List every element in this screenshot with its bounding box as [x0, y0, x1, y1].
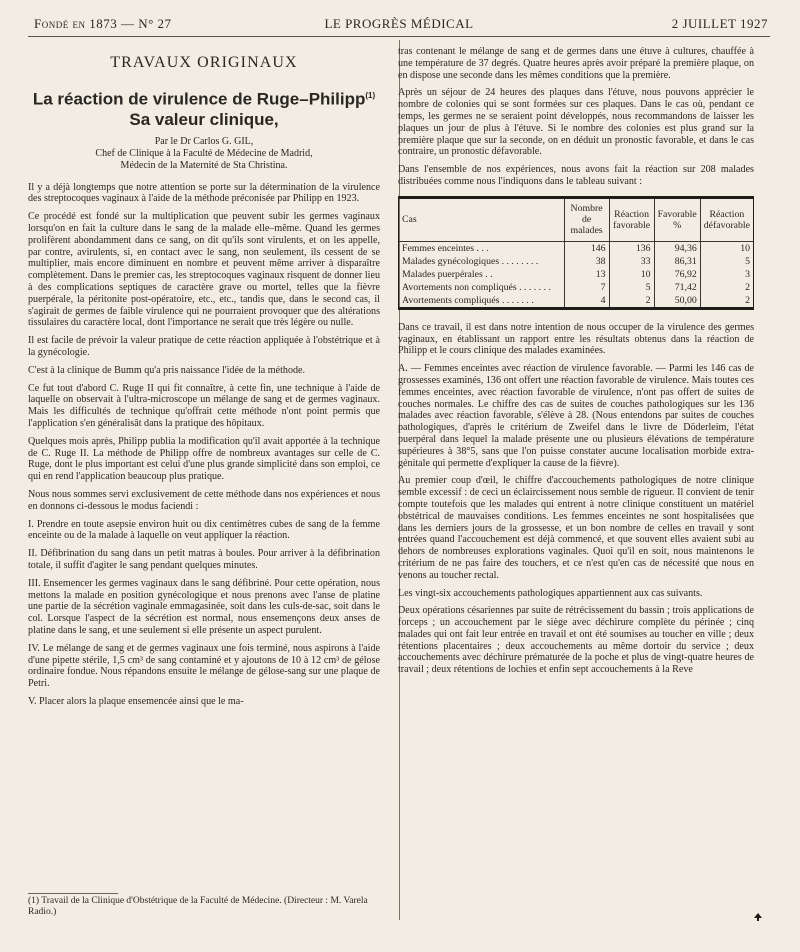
table-cell: 7 — [564, 281, 609, 294]
header-founded: Fondé en 1873 — N° 27 — [34, 16, 172, 31]
table-cell: Avortements non compliqués . . . . . . . — [402, 281, 551, 293]
right-column — [398, 46, 754, 682]
procedure-step: II. Défibrination du sang dans un petit matras à boules. Pour arriver à la défibrination totale, il suffit d'agiter le sang pendant quelques minutes. — [28, 548, 380, 571]
table-cell: Femmes enceintes . . . — [402, 242, 489, 254]
header-date: 2 JUILLET 1927 — [671, 16, 768, 31]
table-header: Nombre de malades — [564, 199, 609, 242]
body-paragraph: Après un séjour de 24 heures des plaques dans l'étuve, nous pouvons apprécier le nombre de colonies qui se sont formées sur ces plaques. Dans le cas où, pendant ce temps, les germes ne se seraient point développés, nous recommandons de laisser les plaques un jour de plus à l'étuve. Si le nombre des colonies est plus grand sur la première plaque que sur la seconde, on en déduit un pronostic favorable, et dans le cas contraire, un pronostic défavorable. — [398, 87, 754, 158]
procedure-step: V. Placer alors la plaque ensemencée ainsi que le ma- — [28, 695, 244, 707]
footnote-divider — [28, 893, 118, 894]
article-title-line2: Sa valeur clinique, — [129, 109, 279, 129]
article-title — [28, 86, 380, 130]
table-cell: 4 — [564, 294, 609, 307]
results-table — [398, 196, 754, 310]
left-column — [28, 46, 380, 714]
table-cell: 33 — [609, 255, 654, 268]
byline-author: Par le Dr Carlos G. GIL, — [154, 135, 254, 147]
body-paragraph: tras contenant le mélange de sang et de germes dans une étuve à cultures, chauffée à une température de 37 degrés. Quatre heures après avoir préparé la première plaque, on en dispose une seconde dans les mêmes conditions que la première. — [398, 46, 754, 81]
procedure-step: III. Ensemencer les germes vaginaux dans le sang défibriné. Pour cette opération, nous mettons la malade en position gynécologique et nous prenons avec l'anse de platine une partie de la sécrétion vaginale emmagasinée, soit dans les culs-de-sac, soit dans le col. Lorsque l'aspect de la sécrétion est normal, nous ensemençons deux anses de platine dans le sang, et une seulement si elle présente un aspect purulent. — [28, 577, 380, 636]
table-cell: 50,00 — [654, 294, 700, 307]
body-paragraph: Quelques mois après, Philipp publia la modification qu'il avait apportée à la technique de C. Ruge II. La méthode de Philipp offre de nombreux avantages sur celle de C. Ruge, dont le plus important est celui d'une plus grande simplicité dans son emploi, ce qui en rend l'application beaucoup plus pratique. — [28, 435, 380, 483]
body-paragraph: Au premier coup d'œil, le chiffre d'accouchements pathologiques de notre clinique semble excessif : de ceci un éclaircissement nous semble de rigueur. Il convient de tenir compte toutefois que les malades qui entrent à notre clinique constituent un matériel obstétrical de mauvaises conditions. Les femmes enceintes ne sont hospitalisées que dans les derniers jours de la grossesse, et un bon nombre de celles en travail y sont entrées quand l'accouchement est déjà commencé, et que souvent elles avaient subi au dehors de nombreuses explorations vaginales. Quoi qu'il en soit, nous maintenons le critérium de ne pas faire des touchers, et ce n'est qu'en cas de nécessité que nous en venons au toucher rectal. — [398, 475, 754, 581]
table-cell: 13 — [564, 268, 609, 281]
table-cell: 5 — [609, 281, 654, 294]
table-header: Réaction favorable — [609, 199, 654, 242]
table-header: Favorable % — [654, 199, 700, 242]
table-cell: 71,42 — [654, 281, 700, 294]
page-header — [28, 14, 770, 37]
table-row — [399, 241, 753, 255]
table-cell: 5 — [700, 255, 753, 268]
article-title-line1: La réaction de virulence de Ruge–Philipp — [32, 89, 366, 109]
table-cell: 38 — [564, 255, 609, 268]
table-cell: 86,31 — [654, 255, 700, 268]
table-row — [399, 268, 753, 281]
byline-role-1: Chef de Clinique à la Faculté de Médecine de Madrid, — [95, 147, 313, 159]
table-header: Cas — [399, 199, 564, 242]
section-title: TRAVAUX ORIGINAUX — [110, 54, 298, 71]
body-paragraph: C'est à la clinique de Bumm qu'a pris naissance l'idée de la méthode. — [28, 364, 306, 376]
table-row — [399, 255, 753, 268]
procedure-step: IV. Le mélange de sang et de germes vaginaux une fois terminé, nous aspirons à l'aide d'une pipette stérile, 1,5 cm³ de sang contaminé et y ajoutons de 10 à 12 cm³ de gélose ordinaire fondue. Nous répandons ensuite le mélange de gélose-sang sur une plaque de Petri. — [28, 642, 380, 690]
table-cell: 136 — [609, 241, 654, 255]
body-paragraph: Les vingt-six accouchements pathologiques appartiennent aux cas suivants. — [398, 587, 703, 599]
table-cell: Malades gynécologiques . . . . . . . . — [402, 255, 539, 267]
table-cell: 3 — [700, 268, 753, 281]
byline-role-2: Médecin de la Maternité de Sta Christina. — [120, 159, 288, 171]
body-paragraph: Ce procédé est fondé sur la multiplication que peuvent subir les germes vaginaux lorsqu'on en fait la culture dans le sang de la malade elle–même. Quand les germes prolifèrent abondamment dans ce sang, on dit qu'ils sont virulents, et on les appelle, par contre, avirulents, si, en contact avec le sang, non seulement, ils cessent de se multiplier, mais encore diminuent en nombre et peuvent même arriver à disparaître complètement. Dans le premier cas, les streptocoques vaginaux risquent de donner lieu à des complications septiques de caractère grave ou mortel, telles que la fièvre puerpérale, la péritonite post-opératoire, etc., etc., tandis que, dans le second cas, il s'agirait de germes de faible virulence qui ne pourraient provoquer que des altérations tissulaires du caractère local, dont l'importance ne serait que très légère ou nulle. — [28, 211, 380, 329]
table-row — [399, 281, 753, 294]
table-cell: 2 — [609, 294, 654, 307]
byline — [28, 136, 380, 172]
table-cell: Avortements compliqués . . . . . . . — [402, 294, 534, 306]
table-cell: 2 — [700, 294, 753, 307]
continued-arrow-icon — [753, 912, 763, 922]
table-cell: 146 — [564, 241, 609, 255]
table-cell: 2 — [700, 281, 753, 294]
body-paragraph: A. — Femmes enceintes avec réaction de virulence favorable. — Parmi les 146 cas de grossesses examinés, 136 ont offert une réaction favorable de virulence. Mais toutes ces femmes enceintes, avec réaction favorable de virulence, n'ont pas offert de suites de couches normales. Le chiffre des cas de suites de couches pathologiques sur les 136 malades avec réaction favorable, s'élève à 28. (Nous entendons par suites de couches pathologiques, d'après le critérium de Zweifel dans le livre de Döderleim, l'état puerpéral dans lequel la malade présente une ou plusieurs élévations de température supérieures à 38°5, sans que l'on puisse constater aucune localisation morbide extra-génitale qui permette d'expliquer la cause de la fièvre). — [398, 363, 754, 469]
table-cell: 94,36 — [654, 241, 700, 255]
body-paragraph: Deux opérations césariennes par suite de rétrécissement du bassin ; trois applications de forceps ; un accouchement par le siège avec déchirure complète du périnée ; cinq malades qui ont fait leur entrée en travail et ont été soumises au toucher en ville ; deux rétentions placentaires ; deux accouchements au même dortoir du service ; deux accouchements avec déchirure prématurée de la poche et plus de vingt-quatre heures de travail ; deux rétentions de lochies et enfin sept accouchements à la Reve — [398, 605, 754, 676]
body-paragraph: Dans ce travail, il est dans notre intention de nous occuper de la virulence des germes vaginaux, en établissant un rapport entre les résultats obtenus dans la réaction de Philipp et le cours clinique des malades examinées. — [398, 321, 754, 357]
table-cell: 76,92 — [654, 268, 700, 281]
footnote: (1) Travail de la Clinique d'Obstétrique de la Faculté de Médecine. (Directeur : M. Varela Radio.) — [28, 896, 368, 917]
procedure-step: I. Prendre en toute asepsie environ huit ou dix centimètres cubes de sang de la femme enceinte ou de la malade à laquelle on veut appliquer la réaction. — [28, 518, 380, 542]
body-paragraph: Il y a déjà longtemps que notre attention se porte sur la détermination de la virulence des streptocoques vaginaux à l'aide de la méthode préconisée par Philipp en 1923. — [28, 181, 380, 205]
article-title-note: (1) — [365, 91, 376, 100]
body-paragraph: Nous nous sommes servi exclusivement de cette méthode dans nos expériences et nous en donnons ci-dessous le modus faciendi : — [28, 488, 380, 512]
table-cell: Malades puerpérales . . — [402, 268, 493, 280]
table-header: Réaction défavorable — [700, 199, 753, 242]
body-paragraph: Ce fut tout d'abord C. Ruge II qui fit connaître, à cette fin, une technique à l'aide de laquelle on observait à l'ultra-microscope un mélange de sang et de germes vaginaux. Mais les difficultés de technique qu'offrait cette méthode n'ont point permis que l'application s'en généralisât dans la pratique des hôpitaux. — [28, 382, 380, 429]
table-row — [399, 294, 753, 307]
header-journal-title: LE PROGRÈS MÉDICAL — [324, 16, 474, 31]
body-paragraph: Il est facile de prévoir la valeur pratique de cette réaction appliquée à l'obstétrique et à la gynécologie. — [28, 335, 380, 359]
table-cell: 10 — [609, 268, 654, 281]
body-paragraph: Dans l'ensemble de nos expériences, nous avons fait la réaction sur 208 malades distribuées comme nous l'indiquons dans le tableau suivant : — [398, 164, 754, 187]
table-cell: 10 — [700, 241, 753, 255]
